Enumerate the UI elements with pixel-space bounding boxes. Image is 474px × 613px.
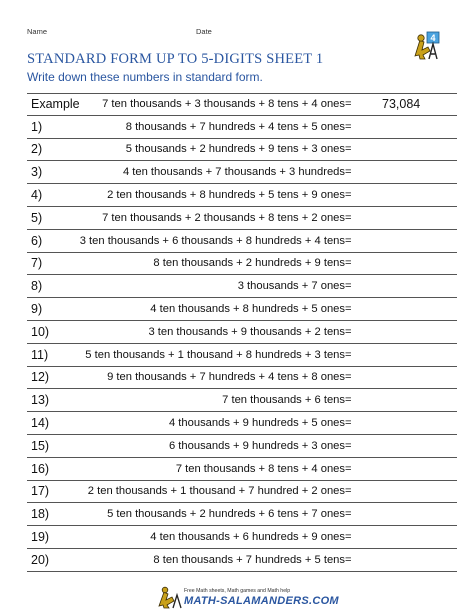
- expression: 3 thousands + 7 ones: [237, 280, 345, 293]
- worksheet-title: STANDARD FORM UP TO 5-DIGITS SHEET 1: [27, 51, 324, 67]
- expression: 8 ten thousands + 7 hundreds + 5 tens: [153, 553, 345, 566]
- expression: 9 ten thousands + 7 hundreds + 4 tens + 8 ones: [107, 371, 345, 384]
- row-number: 9): [31, 302, 43, 317]
- expression: 2 ten thousands + 8 hundreds + 5 tens + 9 ones: [107, 189, 345, 202]
- equals-sign: =: [345, 166, 352, 179]
- expression: 5 ten thousands + 1 thousand + 8 hundreds + 3 tens: [85, 348, 345, 361]
- row-number: 12): [31, 370, 50, 385]
- row-number: 5): [31, 210, 43, 225]
- equals-sign: =: [345, 371, 352, 384]
- equals-sign: =: [345, 531, 352, 544]
- footer-branding: [154, 586, 354, 610]
- question-row: [27, 344, 457, 367]
- equals-sign: =: [345, 553, 352, 566]
- question-row: [27, 503, 457, 526]
- equals-sign: =: [345, 189, 352, 202]
- expression: 7 ten thousands + 8 tens + 4 ones: [175, 462, 345, 475]
- equals-sign: =: [345, 394, 352, 407]
- equals-sign: =: [345, 234, 352, 247]
- expression: 2 ten thousands + 1 thousand + 7 hundred + 2 ones: [87, 485, 345, 498]
- equals-sign: =: [345, 143, 352, 156]
- example-row: [27, 93, 457, 116]
- question-row: [27, 230, 457, 253]
- equals-sign: =: [345, 280, 352, 293]
- equals-sign: =: [345, 485, 352, 498]
- row-number: 7): [31, 256, 43, 271]
- expression: 8 ten thousands + 2 hundreds + 9 tens: [153, 257, 345, 270]
- equals-sign: =: [345, 303, 352, 316]
- equals-sign: =: [345, 325, 352, 338]
- question-row: [27, 253, 457, 276]
- expression: 4 thousands + 9 hundreds + 5 ones: [168, 417, 345, 430]
- equals-sign: =: [345, 508, 352, 521]
- row-number: 18): [31, 507, 50, 522]
- row-number: 10): [31, 324, 50, 339]
- date-label: Date: [196, 27, 212, 36]
- question-row: [27, 481, 457, 504]
- expression: 4 ten thousands + 6 hundreds + 9 ones: [150, 531, 345, 544]
- row-number: 2): [31, 142, 43, 157]
- equals-sign: =: [345, 120, 352, 133]
- question-row: [27, 321, 457, 344]
- question-row: [27, 139, 457, 162]
- row-number: 16): [31, 461, 50, 476]
- row-number: 14): [31, 416, 50, 431]
- equals-sign: =: [345, 257, 352, 270]
- expression: 4 ten thousands + 8 hundreds + 5 ones: [150, 303, 345, 316]
- salamander-logo-icon: [411, 30, 442, 61]
- answer: 73,084: [382, 97, 421, 112]
- question-row: [27, 412, 457, 435]
- question-row: [27, 275, 457, 298]
- exercise-table: [27, 93, 457, 572]
- row-number: 1): [31, 119, 43, 134]
- expression: 5 thousands + 2 hundreds + 9 tens + 3 ones: [125, 143, 345, 156]
- expression: 6 thousands + 9 hundreds + 3 ones: [168, 439, 345, 452]
- question-row: [27, 298, 457, 321]
- question-row: [27, 526, 457, 549]
- question-row: [27, 367, 457, 390]
- equals-sign: =: [345, 417, 352, 430]
- expression: 7 ten thousands + 2 thousands + 8 tens + 2 ones: [102, 211, 345, 224]
- question-row: [27, 435, 457, 458]
- question-row: [27, 458, 457, 481]
- row-number: 20): [31, 552, 50, 567]
- instructions: Write down these numbers in standard form.: [27, 70, 263, 84]
- equals-sign: =: [345, 439, 352, 452]
- equals-sign: =: [345, 211, 352, 224]
- logo-badge-digit: 4: [430, 33, 436, 43]
- row-number: Example: [31, 97, 80, 112]
- expression: 7 ten thousands + 3 thousands + 8 tens + 4 ones: [102, 98, 345, 111]
- expression: 3 ten thousands + 9 thousands + 2 tens: [148, 325, 345, 338]
- expression: 7 ten thousands + 6 tens: [222, 394, 345, 407]
- row-number: 8): [31, 279, 43, 294]
- row-number: 13): [31, 393, 50, 408]
- equals-sign: =: [345, 348, 352, 361]
- row-number: 11): [31, 347, 49, 362]
- name-label: Name: [27, 27, 48, 36]
- expression: 8 thousands + 7 hundreds + 4 tens + 5 ones: [125, 120, 345, 133]
- footer-brand: MATH-SALAMANDERS.COM: [184, 595, 339, 607]
- row-number: 4): [31, 188, 43, 203]
- footer-tagline: Free Math sheets, Math games and Math help: [184, 588, 291, 594]
- row-number: 15): [31, 438, 50, 453]
- question-row: [27, 207, 457, 230]
- equals-sign: =: [345, 98, 352, 111]
- expression: 4 ten thousands + 7 thousands + 3 hundreds: [122, 166, 345, 179]
- row-number: 17): [31, 484, 50, 499]
- question-row: [27, 184, 457, 207]
- row-number: 6): [31, 233, 43, 248]
- question-row: [27, 116, 457, 139]
- question-row: [27, 549, 457, 572]
- equals-sign: =: [345, 462, 352, 475]
- expression: 3 ten thousands + 6 thousands + 8 hundreds + 4 tens: [79, 234, 345, 247]
- row-number: 19): [31, 530, 50, 545]
- row-number: 3): [31, 165, 43, 180]
- expression: 5 ten thousands + 2 hundreds + 6 tens + 7 ones: [107, 508, 345, 521]
- question-row: [27, 161, 457, 184]
- salamander-footer-icon: [156, 586, 182, 609]
- question-row: [27, 389, 457, 412]
